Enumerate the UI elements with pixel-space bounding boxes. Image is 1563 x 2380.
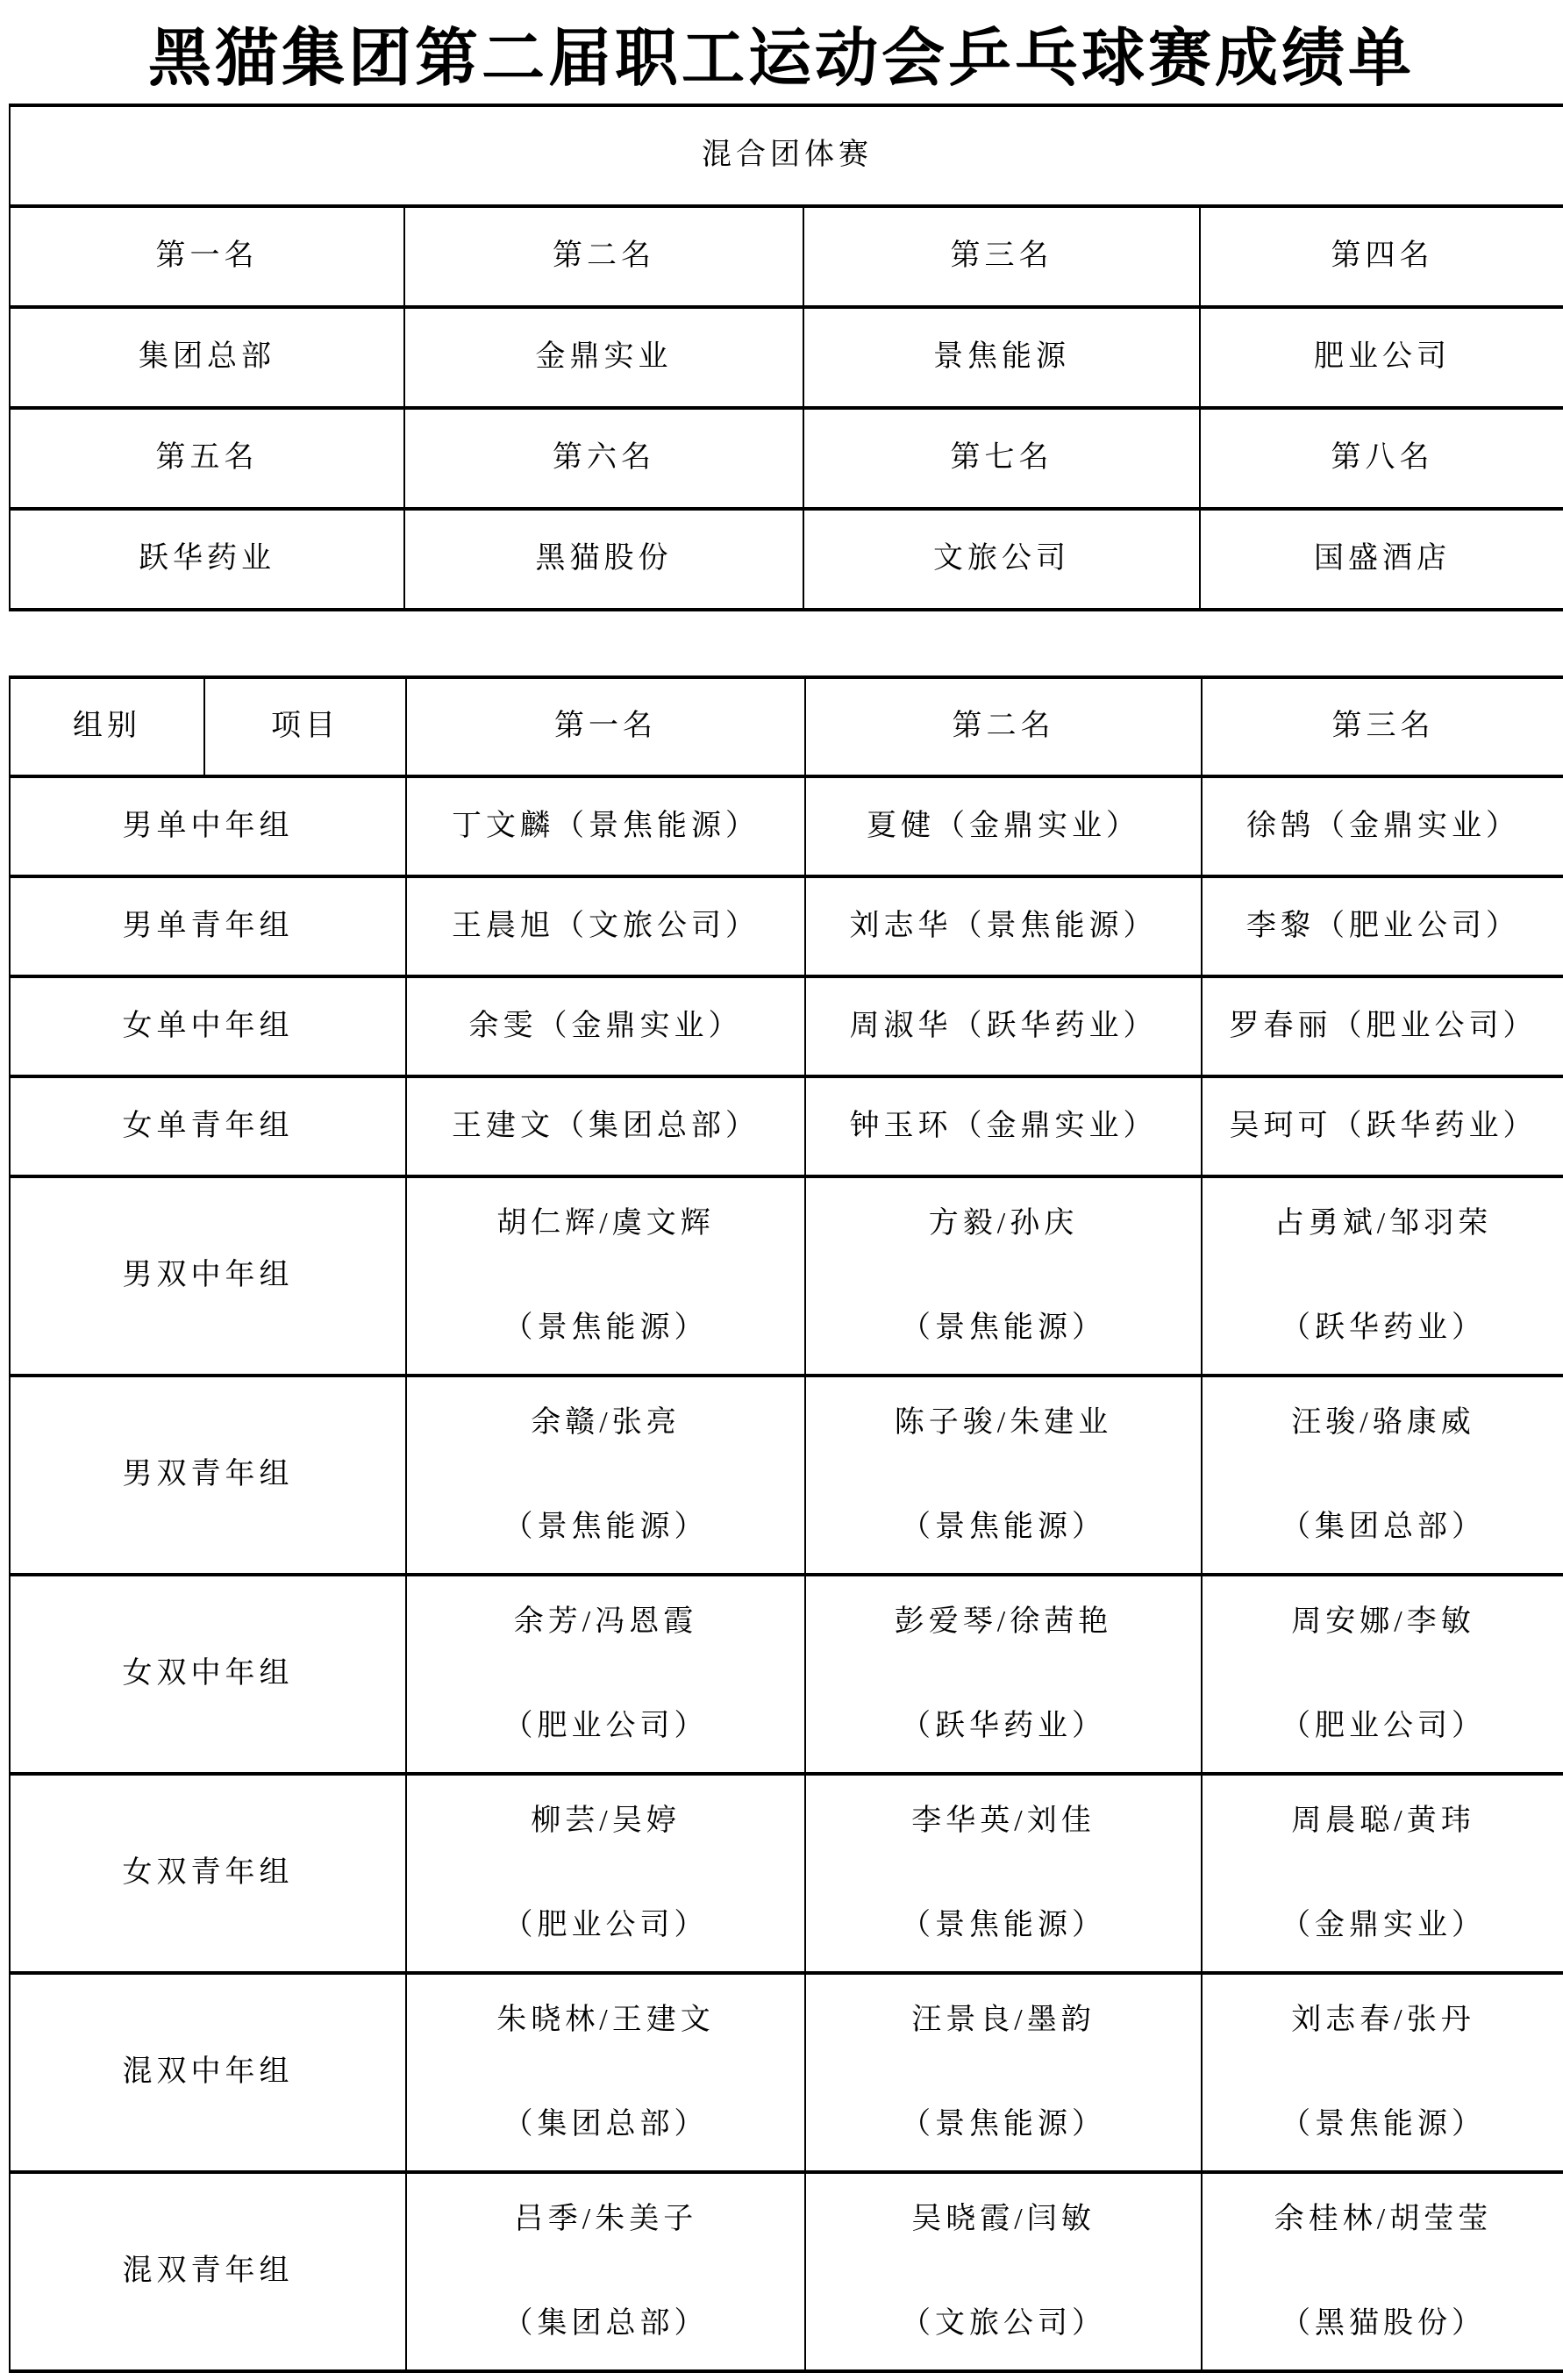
- pair-result: [806, 1206, 1201, 1347]
- header-label: 项目: [271, 710, 339, 743]
- results-header-row: [10, 677, 1563, 776]
- team-value-cell: [1200, 509, 1563, 610]
- result-cell: [1202, 1774, 1563, 1973]
- table-row: [10, 1176, 1563, 1376]
- result-cell: [406, 876, 805, 976]
- pair-org: （肥业公司）: [1281, 1709, 1486, 1742]
- group-label: 女双中年组: [122, 1657, 294, 1690]
- pair-result: [1203, 1605, 1563, 1745]
- header-cell-third: [1202, 677, 1563, 776]
- group-label-cell: [10, 1575, 406, 1774]
- group-label: 混双青年组: [122, 2255, 294, 2288]
- header-cell-second: [805, 677, 1202, 776]
- pair-result: [1203, 1804, 1563, 1944]
- result-cell: [406, 1176, 805, 1376]
- pair-result: [806, 2003, 1201, 2143]
- team-event-title-cell: [10, 105, 1563, 206]
- result-cell: [805, 1176, 1202, 1376]
- team-name: 金鼎实业: [535, 340, 673, 374]
- pair-names: 汪景良/墨韵: [911, 2003, 1096, 2036]
- result-cell: [805, 776, 1202, 876]
- header-label: 第三名: [1331, 710, 1435, 743]
- result-text: 夏健（金鼎实业）: [867, 809, 1140, 842]
- table-row: [10, 1973, 1563, 2172]
- pair-names: 余赣/张亮: [531, 1405, 681, 1439]
- result-cell: [805, 976, 1202, 1076]
- result-cell: [406, 1774, 805, 1973]
- pair-org: （集团总部）: [503, 2107, 709, 2141]
- rank-label-cell: [404, 408, 803, 509]
- team-value-cell: [1200, 307, 1563, 408]
- pair-result: [407, 1804, 804, 1944]
- team-event-title: 混合团体赛: [702, 139, 873, 172]
- table-row: [10, 1376, 1563, 1575]
- group-label-cell: [10, 1973, 406, 2172]
- group-label: 女双青年组: [122, 1856, 294, 1890]
- group-label: 混双中年组: [122, 2055, 294, 2089]
- team-value-cell: [404, 509, 803, 610]
- result-text: 李黎（肥业公司）: [1246, 909, 1520, 942]
- pair-org: （集团总部）: [503, 2306, 709, 2340]
- team-value-cell: [803, 509, 1200, 610]
- pair-result: [407, 1206, 804, 1347]
- group-label-cell: [10, 1774, 406, 1973]
- result-cell: [1202, 1176, 1563, 1376]
- page-title: 黑猫集团第二届职工运动会乒乓球赛成绩单: [147, 24, 1415, 94]
- pair-org: （景焦能源）: [901, 2107, 1106, 2141]
- group-label: 男单中年组: [122, 809, 294, 842]
- team-value-cell: [10, 307, 404, 408]
- pair-org: （景焦能源）: [503, 1311, 709, 1344]
- result-cell: [406, 1376, 805, 1575]
- group-label: 男双青年组: [122, 1458, 294, 1491]
- rank-label-cell: [1200, 408, 1563, 509]
- pair-names: 柳芸/吴婷: [531, 1804, 681, 1837]
- pair-result: [1203, 1206, 1563, 1347]
- header-cell-first: [406, 677, 805, 776]
- result-text: 钟玉环（金鼎实业）: [849, 1109, 1158, 1142]
- pair-names: 彭爱琴/徐茜艳: [894, 1605, 1113, 1638]
- pair-org: （金鼎实业）: [1281, 1908, 1486, 1941]
- rank-label-cell: [803, 206, 1200, 307]
- group-label-cell: [10, 1376, 406, 1575]
- rank-label: 第一名: [155, 239, 259, 273]
- group-label-cell: [10, 1076, 406, 1176]
- result-text: 罗春丽（肥业公司）: [1229, 1009, 1538, 1042]
- pair-result: [806, 1605, 1201, 1745]
- result-text: 周淑华（跃华药业）: [849, 1009, 1158, 1042]
- rank-label-row: [10, 206, 1563, 307]
- pair-result: [407, 2003, 804, 2143]
- header-cell-group: [10, 677, 204, 776]
- header-label: 第一名: [554, 710, 657, 743]
- pair-org: （景焦能源）: [503, 1510, 709, 1543]
- group-label: 男双中年组: [122, 1259, 294, 1292]
- pair-names: 朱晓林/王建文: [496, 2003, 715, 2036]
- team-name: 跃华药业: [139, 542, 275, 575]
- group-label-cell: [10, 2172, 406, 2371]
- pair-names: 胡仁辉/虞文辉: [496, 1206, 715, 1240]
- team-name: 景焦能源: [933, 340, 1070, 374]
- pair-names: 吴晓霞/闫敏: [911, 2202, 1096, 2235]
- result-cell: [805, 1575, 1202, 1774]
- result-cell: [1202, 1376, 1563, 1575]
- pair-names: 余芳/冯恩霞: [513, 1605, 698, 1638]
- result-cell: [1202, 776, 1563, 876]
- header-cell-event: [204, 677, 406, 776]
- table-row: [10, 1076, 1563, 1176]
- result-cell: [805, 1076, 1202, 1176]
- pair-names: 周晨聪/黄玮: [1291, 1804, 1475, 1837]
- result-cell: [1202, 976, 1563, 1076]
- table-row: [10, 1575, 1563, 1774]
- pair-result: [1203, 2003, 1563, 2143]
- pair-org: （景焦能源）: [1281, 2107, 1486, 2141]
- team-event-title-row: [10, 105, 1563, 206]
- header-label: 组别: [73, 710, 141, 743]
- result-text: 徐鹄（金鼎实业）: [1246, 809, 1520, 842]
- pair-names: 余桂林/胡莹莹: [1274, 2202, 1493, 2235]
- rank-label: 第二名: [553, 239, 655, 273]
- pair-names: 方毅/孙庆: [928, 1206, 1079, 1240]
- group-label-cell: [10, 776, 406, 876]
- result-text: 丁文麟（景焦能源）: [452, 809, 760, 842]
- rank-label: 第五名: [155, 441, 259, 475]
- pair-names: 吕季/朱美子: [513, 2202, 698, 2235]
- pair-result: [806, 1405, 1201, 1546]
- pair-org: （景焦能源）: [901, 1908, 1106, 1941]
- result-cell: [406, 1973, 805, 2172]
- group-label: 男单青年组: [122, 909, 294, 942]
- pair-result: [1203, 2202, 1563, 2342]
- result-cell: [1202, 1973, 1563, 2172]
- pair-org: （跃华药业）: [901, 1709, 1106, 1742]
- pair-result: [806, 2202, 1201, 2342]
- pair-names: 刘志春/张丹: [1291, 2003, 1475, 2036]
- rank-label: 第七名: [950, 441, 1053, 475]
- group-label: 女单中年组: [122, 1009, 294, 1042]
- team-value-cell: [10, 509, 404, 610]
- result-cell: [805, 876, 1202, 976]
- team-name: 国盛酒店: [1314, 542, 1451, 575]
- pair-names: 李华英/刘佳: [911, 1804, 1096, 1837]
- team-value-cell: [404, 307, 803, 408]
- result-text: 王建文（集团总部）: [452, 1109, 760, 1142]
- team-event-table: [9, 104, 1563, 611]
- pair-names: 汪骏/骆康威: [1291, 1405, 1475, 1439]
- rank-label-cell: [1200, 206, 1563, 307]
- result-cell: [406, 1076, 805, 1176]
- pair-names: 陈子骏/朱建业: [894, 1405, 1113, 1439]
- rank-label-row: [10, 408, 1563, 509]
- pair-org: （文旅公司）: [901, 2306, 1106, 2340]
- pair-org: （跃华药业）: [1281, 1311, 1486, 1344]
- table-row: [10, 776, 1563, 876]
- result-text: 刘志华（景焦能源）: [849, 909, 1158, 942]
- result-cell: [406, 1575, 805, 1774]
- result-text: 吴珂可（跃华药业）: [1229, 1109, 1538, 1142]
- rank-label-cell: [10, 206, 404, 307]
- team-value-cell: [803, 307, 1200, 408]
- result-cell: [805, 2172, 1202, 2371]
- pair-result: [407, 1605, 804, 1745]
- team-value-row: [10, 509, 1563, 610]
- pair-org: （集团总部）: [1281, 1510, 1486, 1543]
- result-cell: [805, 1973, 1202, 2172]
- team-name: 文旅公司: [933, 542, 1070, 575]
- pair-org: （肥业公司）: [503, 1709, 709, 1742]
- group-label-cell: [10, 1176, 406, 1376]
- table-row: [10, 876, 1563, 976]
- rank-label-cell: [404, 206, 803, 307]
- result-cell: [406, 976, 805, 1076]
- group-label-cell: [10, 876, 406, 976]
- pair-result: [407, 1405, 804, 1546]
- result-text: 余雯（金鼎实业）: [468, 1009, 743, 1042]
- group-label: 女单青年组: [122, 1109, 294, 1142]
- pair-org: （肥业公司）: [503, 1908, 709, 1941]
- team-name: 黑猫股份: [535, 542, 673, 575]
- pair-result: [806, 1804, 1201, 1944]
- table-row: [10, 976, 1563, 1076]
- result-cell: [406, 2172, 805, 2371]
- team-value-row: [10, 307, 1563, 408]
- result-cell: [1202, 2172, 1563, 2371]
- group-label-cell: [10, 976, 406, 1076]
- header-label: 第二名: [952, 710, 1055, 743]
- result-cell: [1202, 876, 1563, 976]
- rank-label: 第四名: [1331, 239, 1434, 273]
- pair-org: （景焦能源）: [901, 1510, 1106, 1543]
- individual-results-table: [9, 675, 1563, 2373]
- result-cell: [1202, 1575, 1563, 1774]
- result-text: 王晨旭（文旅公司）: [452, 909, 760, 942]
- pair-result: [407, 2202, 804, 2342]
- rank-label: 第六名: [553, 441, 655, 475]
- team-name: 集团总部: [139, 340, 275, 374]
- rank-label-cell: [10, 408, 404, 509]
- pair-names: 周安娜/李敏: [1291, 1605, 1475, 1638]
- pair-org: （景焦能源）: [901, 1311, 1106, 1344]
- table-row: [10, 2172, 1563, 2371]
- rank-label: 第八名: [1331, 441, 1434, 475]
- rank-label-cell: [803, 408, 1200, 509]
- result-cell: [805, 1376, 1202, 1575]
- pair-names: 占勇斌/邹羽荣: [1274, 1206, 1493, 1240]
- pair-org: （黑猫股份）: [1281, 2306, 1486, 2340]
- result-cell: [805, 1774, 1202, 1973]
- table-row: [10, 1774, 1563, 1973]
- rank-label: 第三名: [950, 239, 1053, 273]
- result-cell: [406, 776, 805, 876]
- team-name: 肥业公司: [1314, 340, 1451, 374]
- pair-result: [1203, 1405, 1563, 1546]
- result-cell: [1202, 1076, 1563, 1176]
